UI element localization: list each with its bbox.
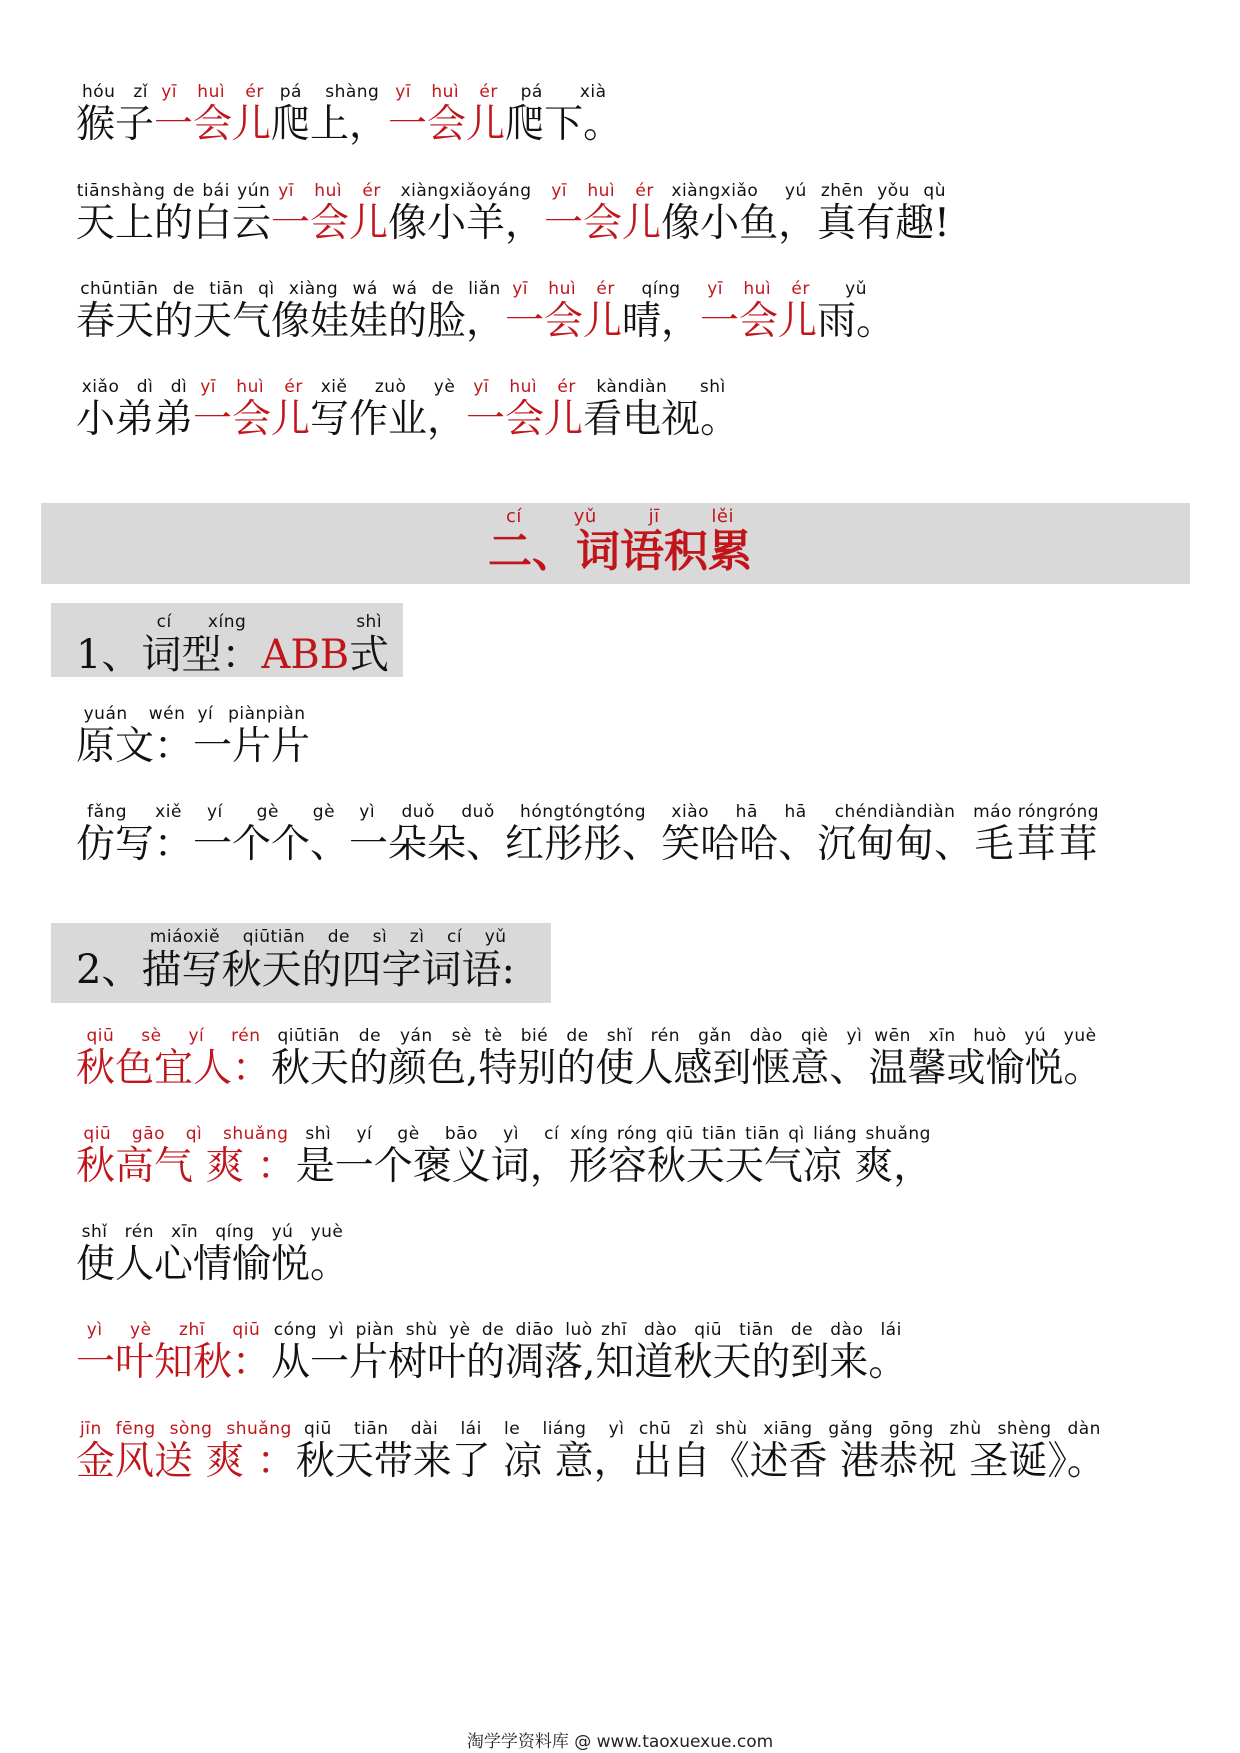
pinyin-annotation: xiě zuò yè [310,377,467,397]
idiom-entry [76,1028,1102,1092]
pinyin-annotation: hóu zǐ [76,82,155,102]
pinyin-annotation: pá xià [505,82,623,102]
pinyin-annotation: shì [349,612,390,632]
pinyin-annotation: yī huì ér [271,181,389,201]
text-phrase: 沉甸甸、chéndiàndiàn [817,802,974,867]
highlighted-phrase: 金风送 爽 ：jīn fēng sòng shuǎng [76,1419,296,1484]
pinyin-annotation: yì yè zhī qiū [76,1320,272,1340]
text-phrase: 猴子hóu zǐ [76,82,155,147]
pinyin-annotation: chūntiān de tiān qì xiàng wá wá de liǎn [76,279,506,299]
pinyin-annotation: kàndiàn shì [583,377,740,397]
highlighted-phrase: 一叶知秋：yì yè zhī qiū [76,1320,272,1385]
pinyin-annotation: shù xiāng gǎng gōng zhù shèng dàn [710,1419,1106,1439]
text-phrase: 仿写：fǎng xiě [76,802,194,867]
text-phrase: 像小鱼，xiàngxiǎo yú [661,181,818,246]
sentence-line [76,183,950,247]
text-phrase: 天上的白云tiānshàng de bái yún [76,181,272,246]
highlighted-phrase: 秋色宜人：qiū sè yí rén [76,1026,272,1091]
pinyin-annotation: wēn xīn huò yú yuè [868,1026,1103,1046]
text-phrase: 知道秋天的到来。zhī dào qiū tiān de dào lái [595,1320,908,1385]
idiom-entry-continuation [76,1224,349,1288]
section-title-text: 二、词语积累cí yǔ jī lěi [488,506,752,577]
pinyin-annotation: fǎng xiě [76,802,194,822]
text-phrase: 一片片yí piànpiàn [193,704,311,769]
sentence-line [76,281,895,345]
text-phrase: 笑哈哈、xiào hā hā [661,802,818,867]
text-phrase: 爬下。pá xià [505,82,623,147]
pinyin-annotation: qíng [622,279,701,299]
pinyin-annotation: xiào hā hā [661,802,818,822]
sentence-line [76,379,739,443]
text-phrase: 一个个、yí gè gè [193,802,350,867]
text-phrase: 2、 [76,947,142,993]
pinyin-annotation: chéndiàndiàn [817,802,974,822]
pinyin-annotation: qiū tiān dài lái le liáng yì [295,1419,633,1439]
text-phrase: 出自chū zì [632,1419,711,1484]
pinyin-annotation: qiū sè yí rén [76,1026,271,1046]
pinyin-annotation: xiàngxiǎoyáng [388,181,545,201]
original-text-line [76,706,310,770]
text-phrase: 式shì [349,612,390,678]
pinyin-annotation: yǔ [817,279,896,299]
pinyin-annotation: shì yí gè bāo yì cí [295,1124,569,1144]
pinyin-annotation: yī huì ér [505,279,623,299]
pinyin-annotation: yí gè gè [193,802,350,822]
text-phrase: 爬上，pá shàng [271,82,389,147]
highlighted-phrase: 一会儿yī huì ér [193,377,311,442]
idiom-entry [76,1421,1106,1485]
pinyin-annotation: yī huì ér [154,82,272,102]
subheading-autumn-idioms [76,929,515,993]
text-phrase: 春天的天气像娃娃的脸，chūntiān de tiān qì xiàng wá wá de liǎn [76,279,506,344]
text-phrase: 毛茸茸máo róngróng [973,802,1100,867]
pinyin-annotation: shǐ rén xīn qíng yú yuè [76,1222,350,1242]
pinyin-annotation: yī huì ér [388,82,506,102]
text-phrase: 像小羊，xiàngxiǎoyáng [388,181,545,246]
text-phrase: 秋天的颜色,qiūtiān de yán sè [271,1026,479,1091]
pinyin-annotation: qiūtiān de yán sè [271,1026,479,1046]
text-phrase: 小弟弟xiǎo dì dì [76,377,194,442]
pinyin-annotation: yì duǒ duǒ [349,802,506,822]
pinyin-annotation: jīn fēng sòng shuǎng [76,1419,296,1439]
text-phrase: 秋天带来了 凉 意，qiū tiān dài lái le liáng yì [295,1419,633,1484]
text-phrase: 原文：yuán wén [76,704,194,769]
text-phrase: 一朵朵、yì duǒ duǒ [349,802,506,867]
highlighted-phrase: 一会儿yī huì ér [505,279,623,344]
text-phrase: 词型：cí xíng [141,612,262,678]
text-phrase: 红彤彤、hóngtóngtóng [505,802,662,867]
highlighted-phrase: 秋高气 爽 ：qiū gāo qì shuǎng [76,1124,296,1189]
text-phrase: 描写秋天的四字词语:miáoxiě qiūtiān de sì zì cí yǔ [141,927,515,993]
highlighted-phrase: 一会儿yī huì ér [700,279,818,344]
pinyin-annotation: xíng róng qiū tiān tiān qì liáng shuǎng [568,1124,933,1144]
pinyin-annotation: tiānshàng de bái yún [76,181,271,201]
idiom-entry [76,1126,932,1190]
text-phrase: 晴，qíng [622,279,701,344]
text-phrase: 温馨或愉悦。wēn xīn huò yú yuè [868,1026,1103,1091]
pinyin-annotation: zhī dào qiū tiān de dào lái [595,1320,908,1340]
highlighted-phrase: 一会儿yī huì ér [544,181,662,246]
text-phrase: 从一片树叶的凋落,cóng yì piàn shù yè de diāo luò [271,1320,596,1385]
text-phrase: 写作业，xiě zuò yè [310,377,467,442]
text-phrase: 是一个褒义词，shì yí gè bāo yì cí [295,1124,569,1189]
imitation-line [76,804,1099,868]
text-phrase: 形容秋天天气凉 爽，xíng róng qiū tiān tiān qì liáng shuǎng [568,1124,933,1189]
pinyin-annotation: yī huì ér [544,181,662,201]
text-phrase: 看电视。kàndiàn shì [583,377,740,442]
pinyin-annotation: pá shàng [271,82,389,102]
pinyin-annotation: cóng yì piàn shù yè de diāo luò [271,1320,596,1340]
subheading-word-type [76,614,389,678]
pinyin-annotation: tè bié de shǐ rén gǎn dào qiè yì [478,1026,869,1046]
text-phrase: 1、 [76,632,142,678]
pinyin-annotation: cí xíng [141,612,262,632]
pinyin-annotation: miáoxiě qiūtiān de sì zì cí yǔ [141,927,515,947]
pinyin-annotation: yī huì ér [700,279,818,299]
pinyin-annotation: chū zì [632,1419,711,1439]
pinyin-annotation: yī huì ér [193,377,311,397]
text-phrase: 雨。yǔ [817,279,896,344]
text-phrase: 使人心情愉悦。shǐ rén xīn qíng yú yuè [76,1222,350,1287]
pinyin-annotation: yí piànpiàn [193,704,311,724]
highlighted-phrase: ABB [261,632,350,678]
pinyin-annotation: hóngtóngtóng [505,802,662,822]
section-title [0,508,1240,578]
pinyin-annotation: zhēn yǒu qù [817,181,950,201]
pinyin-annotation: yuán wén [76,704,194,724]
pinyin-annotation: máo róngróng [973,802,1100,822]
highlighted-phrase: 一会儿yī huì ér [466,377,584,442]
idiom-entry [76,1322,907,1386]
highlighted-phrase: 一会儿yī huì ér [271,181,389,246]
pinyin-annotation: xiàngxiǎo yú [661,181,818,201]
sentence-line [76,84,622,148]
highlighted-phrase: 一会儿yī huì ér [154,82,272,147]
footer-watermark: 淘学学资料库 @ www.taoxuexue.com [466,1732,774,1752]
pinyin-annotation: xiǎo dì dì [76,377,193,397]
pinyin-annotation: yī huì ér [466,377,584,397]
highlighted-phrase: 一会儿yī huì ér [388,82,506,147]
text-phrase: 《述香 港恭祝 圣诞》。shù xiāng gǎng gōng zhù shèng dàn [710,1419,1106,1484]
text-phrase: 特别的使人感到惬意、tè bié de shǐ rén gǎn dào qiè yì [478,1026,869,1091]
pinyin-annotation: qiū gāo qì shuǎng [76,1124,296,1144]
text-phrase: 真有趣!zhēn yǒu qù [817,181,950,246]
